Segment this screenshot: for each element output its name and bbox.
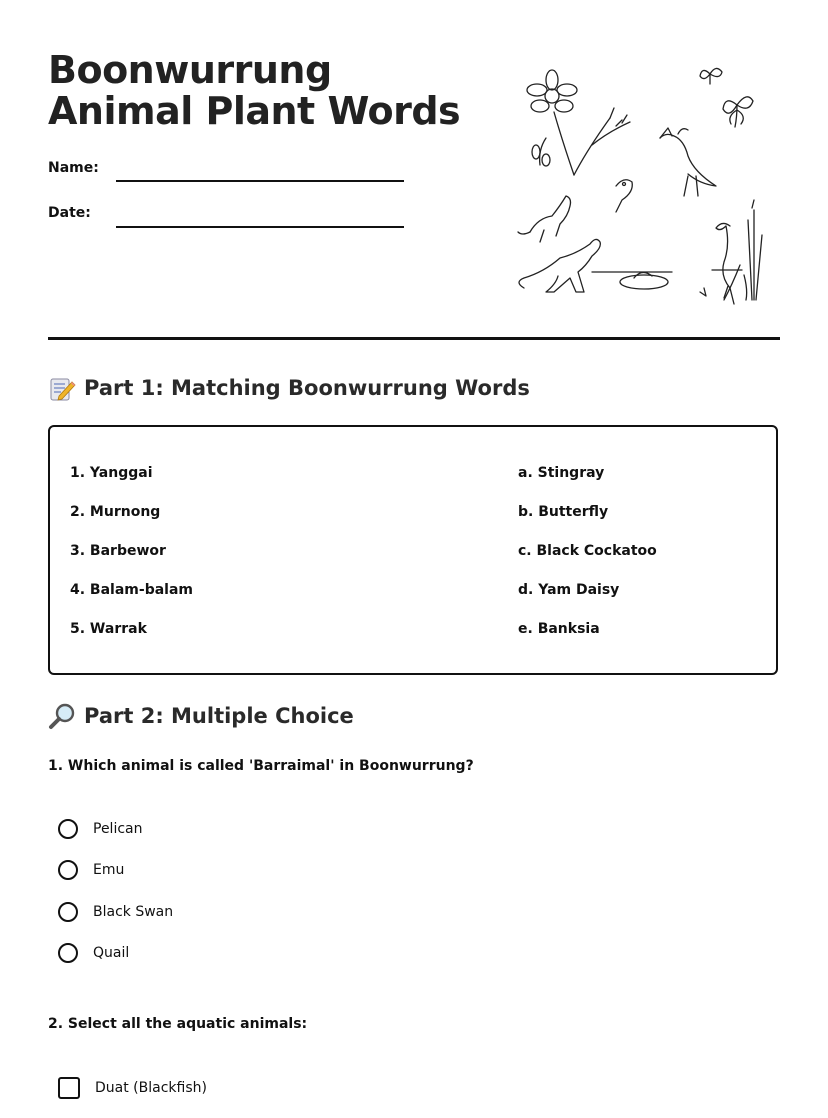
q2-option-1-label: Duat (Blackfish) — [95, 1080, 207, 1096]
grass-icon — [700, 288, 706, 296]
q1-option-1[interactable] — [58, 819, 143, 839]
q1-option-3-label: Black Swan — [93, 904, 174, 920]
q1-option-4-label: Quail — [93, 945, 130, 961]
match-right-c: c. Black Cockatoo — [518, 543, 657, 559]
q1-option-4[interactable] — [58, 943, 129, 963]
match-left-1: 1. Yanggai — [70, 465, 153, 481]
memo-icon — [48, 374, 76, 402]
q2-option-1[interactable] — [58, 1077, 207, 1099]
date-input-line[interactable] — [116, 226, 404, 228]
match-right-e: e. Banksia — [518, 621, 600, 637]
cockatoo-icon — [660, 128, 716, 196]
water-platypus-icon — [592, 270, 742, 289]
radio-button[interactable] — [58, 902, 78, 922]
animals-plants-illustration — [512, 60, 772, 310]
match-right-b: b. Butterfly — [518, 504, 609, 520]
wallaby-icon — [518, 196, 571, 242]
q1-option-3[interactable] — [58, 902, 173, 922]
matching-box — [48, 425, 778, 675]
question-2: 2. Select all the aquatic animals: — [48, 1016, 308, 1032]
match-right-a: a. Stingray — [518, 465, 605, 481]
radio-button[interactable] — [58, 819, 78, 839]
part2-heading-text: Part 2: Multiple Choice — [84, 704, 354, 728]
radio-button[interactable] — [58, 860, 78, 880]
butterfly-icon — [700, 68, 753, 127]
part2-heading — [48, 702, 354, 730]
match-left-2: 2. Murnong — [70, 504, 161, 520]
q1-option-2-label: Emu — [93, 862, 125, 878]
kangaroo-icon — [519, 239, 600, 292]
match-left-4: 4. Balam-balam — [70, 582, 193, 598]
part1-heading-text: Part 1: Matching Boonwurrung Words — [84, 376, 530, 400]
flower-icon — [527, 70, 630, 175]
worksheet-title: Boonwurrung Animal Plant Words — [48, 48, 461, 133]
match-left-5: 5. Warrak — [70, 621, 147, 637]
match-right-d: d. Yam Daisy — [518, 582, 620, 598]
part1-heading — [48, 374, 530, 402]
name-label: Name: — [48, 160, 99, 176]
heron-icon — [716, 200, 762, 304]
match-left-3: 3. Barbewor — [70, 543, 166, 559]
question-1: 1. Which animal is called 'Barraimal' in Boonwurrung? — [48, 758, 474, 774]
header-divider — [48, 337, 780, 340]
date-label: Date: — [48, 205, 91, 221]
bird-icon — [616, 180, 632, 212]
checkbox[interactable] — [58, 1077, 80, 1099]
name-input-line[interactable] — [116, 180, 404, 182]
q1-option-1-label: Pelican — [93, 821, 143, 837]
q1-option-2[interactable] — [58, 860, 124, 880]
magnifier-icon — [48, 702, 76, 730]
radio-button[interactable] — [58, 943, 78, 963]
